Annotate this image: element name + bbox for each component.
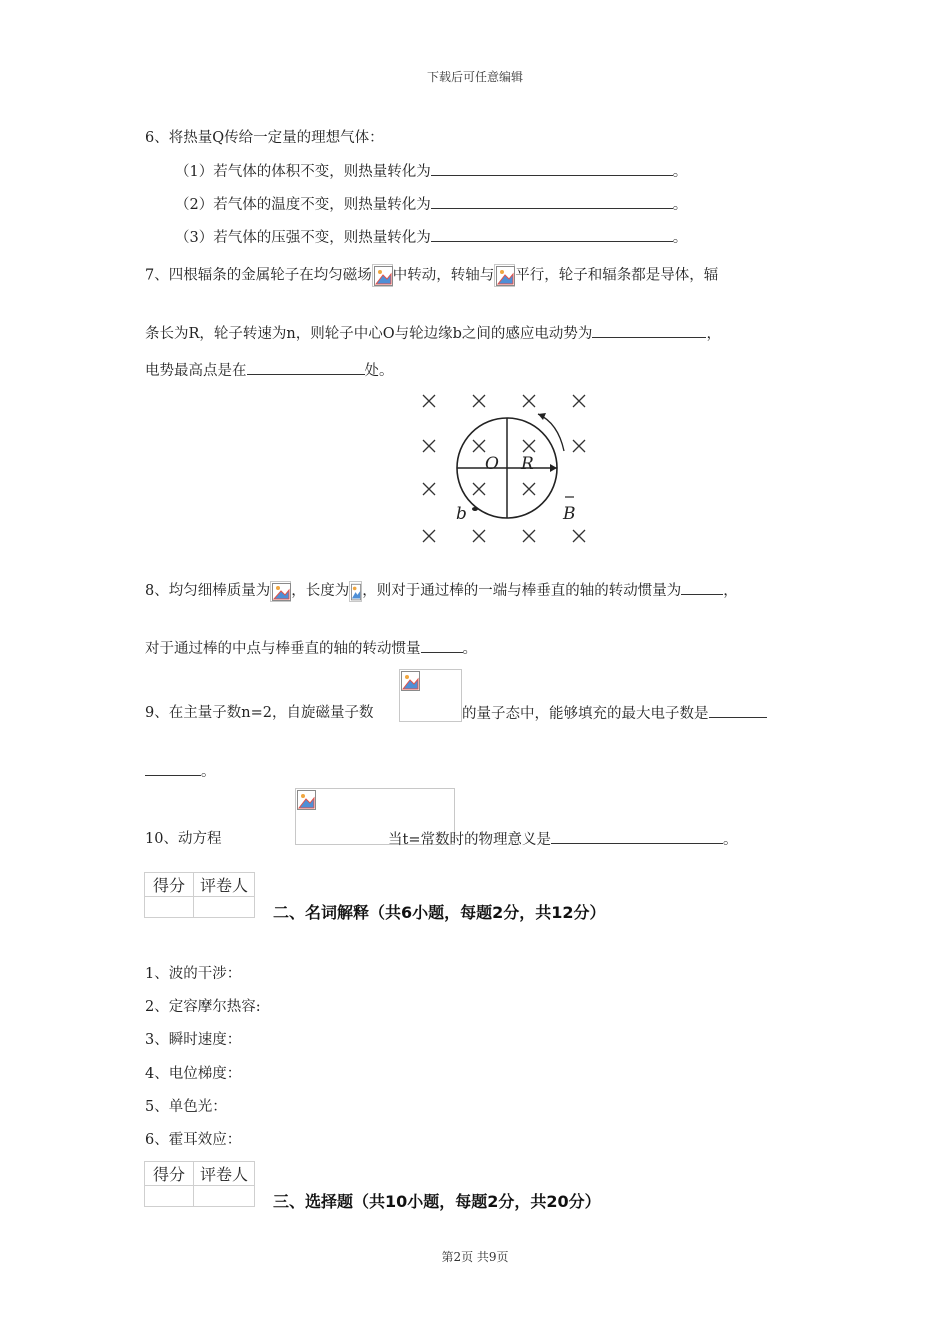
question-8-line-1 <box>145 580 738 602</box>
term-item: 5、单色光： <box>145 1099 227 1115</box>
q8-text-c: ，则对于通过棒的一端与棒垂直的轴的转动惯量为 <box>362 583 682 599</box>
q7-text-line2: 条长为R，轮子转速为n，则轮子中心O与轮边缘b之间的感应电动势为 <box>145 326 593 342</box>
question-7-line-2 <box>145 323 721 344</box>
label-o: O <box>485 454 499 474</box>
equation-image-placeholder <box>399 669 462 722</box>
part-text: （2）若气体的温度不变，则热量转化为 <box>175 197 431 213</box>
answer-blank[interactable] <box>247 360 365 375</box>
question-10-line-b <box>388 829 737 850</box>
answer-blank[interactable] <box>431 227 673 242</box>
q8-line2-end: 。 <box>462 641 477 657</box>
answer-blank[interactable] <box>592 323 706 338</box>
broken-image-icon <box>270 581 291 602</box>
question-9-line-1a: 9、在主量子数n=2，自旋磁量子数 <box>145 705 374 721</box>
rotation-arrowhead <box>538 413 546 420</box>
q8-text-b: ，长度为 <box>291 583 350 599</box>
broken-image-icon <box>372 264 393 287</box>
answer-blank[interactable] <box>145 761 201 776</box>
q8-line1-end: ， <box>723 583 738 599</box>
q7-text-c: 平行，轮子和辐条都是导体，辐 <box>515 267 719 284</box>
point-b-marker <box>472 507 478 511</box>
question-7-line-1 <box>145 264 718 287</box>
part-end: 。 <box>672 230 688 246</box>
term-item: 6、霍耳效应： <box>145 1132 242 1148</box>
q7-line2-end: ， <box>706 326 721 342</box>
term-item: 2、定容摩尔热容: <box>145 999 261 1015</box>
section-2-title: 二、名词解释（共6小题，每题2分，共12分） <box>273 903 606 922</box>
term-item: 4、电位梯度： <box>145 1066 242 1082</box>
q7-line3-end: 处。 <box>364 363 394 379</box>
page-footer: 第2页 共9页 <box>441 1250 509 1264</box>
question-8-line-2 <box>145 638 477 659</box>
question-9-line-1b <box>462 703 767 724</box>
q7-text-b: 中转动，转轴与 <box>392 267 495 284</box>
score-table <box>144 872 255 918</box>
q9-text-b: 的量子态中，能够填充的最大电子数是 <box>462 706 709 722</box>
q10-line-end: 。 <box>722 832 738 848</box>
question-9-line-2 <box>145 761 216 782</box>
answer-blank[interactable] <box>551 829 723 844</box>
answer-blank[interactable] <box>709 703 767 718</box>
label-b: b <box>456 504 467 524</box>
answer-blank[interactable] <box>421 638 463 653</box>
part-end: 。 <box>672 164 688 180</box>
label-r: R <box>521 454 534 474</box>
score-label: 得分 <box>145 1162 194 1186</box>
term-item: 1、波的干涉： <box>145 966 242 982</box>
term-item: 3、瞬时速度： <box>145 1032 242 1048</box>
grader-label: 评卷人 <box>194 1162 255 1186</box>
question-6-part-2 <box>175 194 687 215</box>
part-end: 。 <box>672 197 688 213</box>
question-10-line-a: 10、动方程 <box>145 831 222 847</box>
broken-image-icon <box>349 581 362 602</box>
question-6-part-3 <box>175 227 687 248</box>
grader-cell[interactable] <box>194 897 255 918</box>
question-6-part-1 <box>175 161 687 182</box>
score-table <box>144 1161 255 1207</box>
q7-text-line3: 电势最高点是在 <box>145 363 247 379</box>
q7-text-a: 7、四根辐条的金属轮子在均匀磁场 <box>145 267 372 284</box>
q10-text-b: 当t=常数时的物理意义是 <box>388 832 551 848</box>
part-text: （1）若气体的体积不变，则热量转化为 <box>175 164 431 180</box>
q9-line2-end: 。 <box>201 764 216 780</box>
broken-image-icon <box>494 264 515 287</box>
score-cell[interactable] <box>145 1186 194 1207</box>
label-field: B <box>563 504 576 524</box>
wheel-in-magnetic-field-diagram <box>412 388 602 548</box>
page-header: 下载后可任意编辑 <box>426 70 523 84</box>
grader-cell[interactable] <box>194 1186 255 1207</box>
question-6-stem: 6、将热量Q传给一定量的理想气体： <box>145 130 384 146</box>
question-7-line-3 <box>145 360 394 381</box>
score-cell[interactable] <box>145 897 194 918</box>
q8-text-a: 8、均匀细棒质量为 <box>145 583 271 599</box>
part-text: （3）若气体的压强不变，则热量转化为 <box>175 230 431 246</box>
score-label: 得分 <box>145 873 194 897</box>
q8-text-line2: 对于通过棒的中点与棒垂直的轴的转动惯量 <box>145 641 421 657</box>
answer-blank[interactable] <box>431 161 673 176</box>
radius-arrowhead <box>550 464 557 472</box>
grader-label: 评卷人 <box>194 873 255 897</box>
answer-blank[interactable] <box>681 580 723 595</box>
section-3-title: 三、选择题（共10小题，每题2分，共20分） <box>273 1192 601 1211</box>
answer-blank[interactable] <box>431 194 673 209</box>
